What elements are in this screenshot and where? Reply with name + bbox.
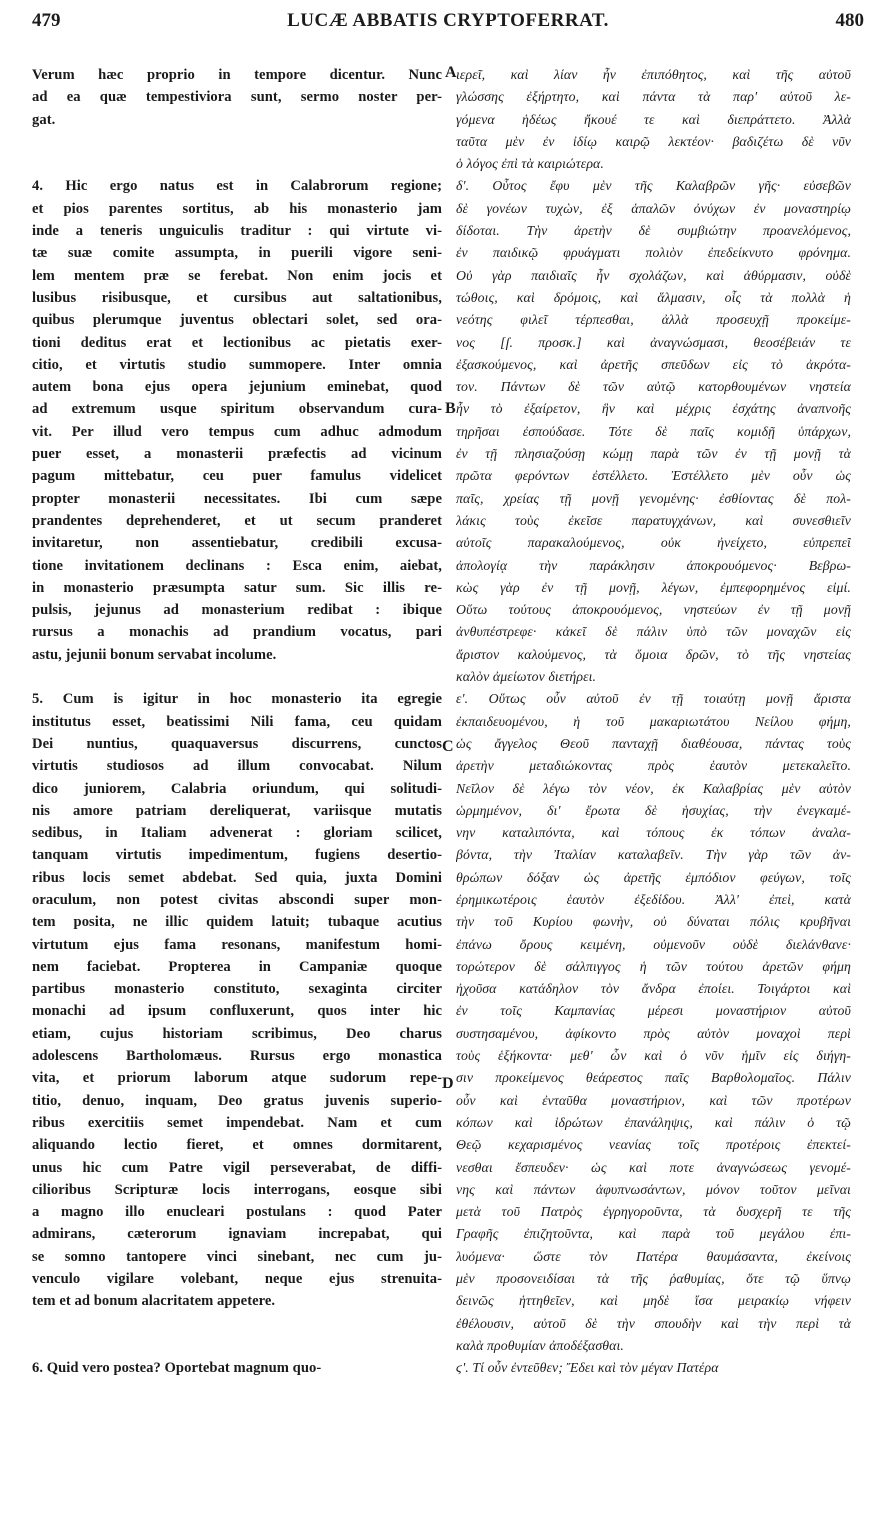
text-line: τον. Πάντων δὲ τῶν αὐτῷ κατορθουμένων νηστεία xyxy=(456,379,851,395)
text-line: tem posita, ne illic quidem latuit; tubaque acutius xyxy=(32,914,442,931)
text-line: tæ suæ comite assumpta, in puerili vigore seni- xyxy=(32,245,442,262)
text-line: Οὐ γὰρ παιδιαῖς ἦν σχολάζων, καὶ ἀθύρμασιν, οὐδὲ xyxy=(456,267,851,283)
text-line: se somno tantopere vinci sinebant, nec cum ju- xyxy=(32,1248,442,1265)
text-line: lusibus risibusque, et cursibus aut saltationibus, xyxy=(32,289,442,306)
text-line: tanquam virtutis impedimentum, fugiens desertio- xyxy=(32,847,442,864)
text-line: ribus locis semet abdebat. Sed quia, juxta Domini xyxy=(32,869,442,886)
text-line: autem bona ejus opera jejunium eminebat, quod xyxy=(32,379,442,396)
text-line: σιν προκείμενος θεάρεστος παῖς Βαρθολομαῖος. Πάλιν xyxy=(456,1070,851,1086)
text-line: ἐν τοῖς Καμπανίας μέρεσι μοναστήριον αὐτοῦ xyxy=(456,1003,851,1019)
text-line: vit. Per illud vero tempus cum adhuc admodum xyxy=(32,423,442,440)
text-line: λάκις τοὺς ἐκεῖσε παρατυγχάνων, καὶ συνεσθιεῖν xyxy=(456,512,851,528)
margin-marker-c: C xyxy=(442,738,454,755)
text-line: Νεῖλον δὲ λέγω τὸν νέον, ἐκ Καλαβρίας μὲν αὐτὸν xyxy=(456,780,851,796)
text-line: νεότης φιλεῖ τέρπεσθαι, ἀλλὰ προσευχῇ προκείμε- xyxy=(456,312,851,328)
text-line: αὐτοῖς παρακαλούμενος, οὐκ ἠνείχετο, εὐπρεπεῖ xyxy=(456,535,851,551)
text-line: γόμενα ἡδέως ἤκουέ τε καὶ διεπράττετο. Ἀλλὰ xyxy=(456,111,851,127)
paragraph-gap xyxy=(32,153,442,175)
text-line: nis amore patriam dereliquerat, variisque mutatis xyxy=(32,802,442,819)
text-line: πρῶτα φερόντων ἐστέλλετο. Ἐστέλλετο μὲν οὖν ὡς xyxy=(456,468,851,484)
paragraph xyxy=(456,175,851,688)
text-line: rursus a monachis ad prandium vocatus, pari xyxy=(32,624,442,641)
text-line: γλώσσης ἐξήρτητο, καὶ πάντα τὰ παρ' αὐτοῦ λε- xyxy=(456,89,851,105)
margin-marker-a: A xyxy=(445,64,457,81)
text-line: ὁ λόγος ἐπὶ τὰ καιριώτερα. xyxy=(456,156,604,172)
text-line: κὼς γὰρ ἐν τῇ μονῇ, λέγων, ἐμπεφορημένος εἰμί. xyxy=(456,579,851,595)
text-line: lem mentem præ se ferebat. Non enim jocis et xyxy=(32,267,442,284)
text-line: invitaretur, non assentiebatur, credibili excusa- xyxy=(32,535,442,552)
text-line: propter monasterii necessitates. Ibi cum sæpe xyxy=(32,490,442,507)
text-line: et pios parentes sortitus, ab his monasterio jam xyxy=(32,200,442,217)
text-line: ad ea quæ tempestiviora sunt, sermo noster per- xyxy=(32,89,442,106)
text-line: μὲν προσονειδίσαι τὰ τῆς ῥαθυμίας, ὅτε τῷ ὕπνῳ xyxy=(456,1271,851,1287)
text-line: παῖς, χρείας τῇ μονῇ γενομένης· ἐσθίοντας δὲ πολ- xyxy=(456,490,851,506)
text-line: in monasterio præsumpta satur sum. Sic illis re- xyxy=(32,579,442,596)
text-line: ἄριστον καλούμενος, τὰ ὅμοια δρῶν, τὸ τῆς νηστείας xyxy=(456,646,851,662)
text-line: καλὰ προθυμίαν ἀποδέξασθαι. xyxy=(456,1337,624,1353)
text-line: ribus exercitiis semet impendebat. Nam et cum xyxy=(32,1114,442,1131)
text-line: δ'. Οὗτος ἔφυ μὲν τῆς Καλαβρῶν γῆς· εὐσεβῶν xyxy=(456,178,851,194)
paragraph xyxy=(456,1357,851,1379)
paragraph xyxy=(456,64,851,175)
text-line: astu, jejunii bonum servabat incolume. xyxy=(32,646,277,663)
text-line: ἀπολογίᾳ τὴν παράκλησιν ἀποκρουόμενος· Βεβρω- xyxy=(456,557,851,573)
text-line: pulsis, jejunus ad monasterium redibat : ibique xyxy=(32,602,442,619)
running-header xyxy=(32,2,864,42)
text-line: 6. Quid vero postea? Oportebat magnum quo- xyxy=(32,1360,322,1377)
text-line: μετὰ τοῦ Πατρὸς ἐγρηγοροῦντα, τὰ δυσχερῆ τε τῆς xyxy=(456,1204,851,1220)
paragraph xyxy=(456,688,851,1357)
text-line: δίδοται. Τὴν ἀρετὴν δὲ συμβιώτην προανελόμενος, xyxy=(456,223,851,239)
text-line: ὡς ἄγγελος Θεοῦ πανταχῇ διαθέουσα, πάντας τοὺς xyxy=(456,735,851,751)
text-line: ἐρημικωτέροις ἑαυτὸν ἐξεδίδου. Ἀλλ' ἐπεὶ, κατὰ xyxy=(456,891,851,907)
text-line: βόντα, τὴν Ἰταλίαν καταλαβεῖν. Τὴν γὰρ τῶν ἀν- xyxy=(456,847,851,863)
text-line: ιερεῖ, καὶ λίαν ἦν ἐπιπόθητος, καὶ τῆς αὐτοῦ xyxy=(456,67,851,82)
text-line: oraculum, non potest civitas abscondi super mon- xyxy=(32,891,442,908)
text-line: τὴν τοῦ Κυρίου φωνὴν, οὐ δύναται πόλις κρυβῆναι xyxy=(456,914,851,930)
paragraph xyxy=(32,1357,442,1379)
paragraph-gap xyxy=(32,1313,442,1335)
text-line: sedibus, in Italiam advenerat : gloriam scilicet, xyxy=(32,825,442,842)
running-title: LUCÆ ABBATIS CRYPTOFERRAT. xyxy=(287,10,609,31)
text-line: τοὺς ἑξήκοντα· μεθ' ὧν καὶ ὁ νῦν ἡμῖν εἰς διήγη- xyxy=(456,1048,851,1064)
text-line: cilioribus Scripturæ locis interrogans, eosque sibi xyxy=(32,1181,442,1198)
text-line: tioni deditus erat et lectionibus ac pietatis exer- xyxy=(32,334,442,351)
paragraph-gap xyxy=(32,131,442,153)
text-line: δεινῶς ἡττηθεῖεν, καὶ μηδὲ ἴσα μειρακίῳ νήφειν xyxy=(456,1293,851,1309)
text-line: venculo vigilare volebant, neque ejus strenuita- xyxy=(32,1271,442,1288)
text-line: admirans, cæterorum ignaviam increpabat, qui xyxy=(32,1226,442,1243)
page-number-left: 479 xyxy=(32,10,61,31)
text-line: tem et ad bonum alacritatem appetere. xyxy=(32,1293,276,1310)
text-line: aliquando lectio fieret, et omnes dormitarent, xyxy=(32,1137,442,1154)
text-line: nem faciebat. Propterea in Campaniæ quoque xyxy=(32,958,442,975)
text-line: ὡρμημένον, δι' ἔρωτα δὲ ἡσυχίας, τὴν ἐνεγκαμέ- xyxy=(456,802,851,818)
text-line: ἐν παιδικῷ φρυάγματι πολιὸν ἐπεδείκνυτο φρόνημα. xyxy=(456,245,851,261)
text-line: ἦν τὸ ἐξαίρετον, ἣν καὶ μέχρις ἐσχάτης ἀναπνοῆς xyxy=(456,401,851,417)
text-line: monachi ad ipsum confluxerunt, quos inter hic xyxy=(32,1003,442,1020)
text-line: a magno illo enucleari postulans : quod Pater xyxy=(32,1204,442,1221)
text-line: Οὕτω τούτους ἀποκρουόμενος, νηστεύων ἐν τῇ μονῇ xyxy=(456,602,851,618)
text-line: ταῦτα μὲν ἐν ἰδίῳ καιρῷ λεκτέον· βαδιζέτω δὲ νῦν xyxy=(456,133,851,149)
text-line: τώθοις, καὶ δρόμοις, καὶ ἅλμασιν, οἷς τὰ πολλὰ ἡ xyxy=(456,289,851,305)
text-line: ἀνθυπέστρεφε· κἀκεῖ δὲ πάλιν ὑπὸ τῶν μοναχῶν εἰς xyxy=(456,624,851,640)
text-line: virtutum ejus fama resonans, manifestum homi- xyxy=(32,936,442,953)
text-line: ad extremum usque spiritum observandum cura- xyxy=(32,401,442,418)
text-line: partibus monasterio constituto, sexaginta circiter xyxy=(32,981,442,998)
text-line: νην καταλιπόντα, καὶ τόπους ἐκ τόπων ἀναλα- xyxy=(456,825,851,841)
text-line: virtutis studiosos ad illum convocabat. Nilum xyxy=(32,758,442,775)
text-line: citio, et virtutis studio summopere. Inter omnia xyxy=(32,356,442,373)
text-line: ἠχοῦσα κατάδηλον τὸν ἄνδρα ἐποίει. Τοιγάρτοι καὶ xyxy=(456,981,851,997)
text-line: θρώπων δόξαν ὡς ἀρετῆς ἐμπόδιον φεύγων, τοῖς xyxy=(456,869,851,885)
text-line: 5. Cum is igitur in hoc monasterio ita egregie xyxy=(32,691,442,708)
paragraph xyxy=(32,175,442,666)
text-line: οὖν καὶ ἐνταῦθα μοναστήριον, καὶ τῶν προτέρων xyxy=(456,1092,851,1108)
text-line: δὲ γονέων τυχὼν, ἐξ ἁπαλῶν ὀνύχων ἐν μοναστηρίῳ xyxy=(456,200,851,216)
text-line: pagum mittebatur, ceu puer famulus videlicet xyxy=(32,468,442,485)
text-line: dico juniorem, Calabria oriundum, qui solitudi- xyxy=(32,780,442,797)
text-line: νος [ſ. προσκ.] καὶ ἀναγνώσμασι, θεοσέβειάν τε xyxy=(456,334,851,350)
margin-marker-d: D xyxy=(442,1075,454,1092)
text-line: καλὸν ἀμείωτον διετήρει. xyxy=(456,669,597,685)
text-line: vita, et priorum laborum atque sudorum repe- xyxy=(32,1070,442,1087)
text-line: Γραφῆς ἐπιζητοῦντα, καὶ παρὰ τοῦ μεγάλου ἐπι- xyxy=(456,1226,851,1242)
paragraph xyxy=(32,64,442,131)
margin-marker-b: B xyxy=(445,400,456,417)
text-line: ἀρετὴν μεταδιώκοντας πρὸς ἑαυτὸν μετεκαλεῖτο. xyxy=(456,758,851,774)
text-line: νης καὶ πάντων ἀφυπνωσάντων, μόνον τοῦτον μεῖναι xyxy=(456,1181,851,1197)
latin-column xyxy=(32,64,442,1380)
text-line: τορώτερον δὲ σάλπιγγος ἡ τῶν τούτου ἀρετῶν φήμη xyxy=(456,958,851,974)
text-line: λυόμενα· ὥστε τὸν Πατέρα θαυμάσαντα, ἐκείνοις xyxy=(456,1248,851,1264)
text-line: puer esset, a monasterii præfectis ad vicinum xyxy=(32,446,442,463)
text-line: ἐπάνω ὄρους κειμένη, οὐμενοῦν οὐδὲ διελάνθανε· xyxy=(456,936,851,952)
text-line: quibus plerumque juventus oblectari solet, sed ora- xyxy=(32,312,442,329)
text-line: κόπων καὶ ἱδρώτων ἐπανάληψις, καὶ πάλιν ὁ τῷ xyxy=(456,1114,851,1130)
text-line: ἐν τῇ πλησιαζούσῃ κώμῃ παρὰ τῶν ἐν τῇ μονῇ τὰ xyxy=(456,446,851,462)
text-line: unus hic cum Patre vigil perseverabat, de diffi- xyxy=(32,1159,442,1176)
text-line: συστησαμένου, ἀφίκοντο πρὸς αὐτὸν μοναχοὶ περὶ xyxy=(456,1025,851,1041)
text-line: tione invitationem declinans : Esca enim, aiebat, xyxy=(32,557,442,574)
text-line: institutus esset, beatissimi Nili fama, ceu quidam xyxy=(32,713,442,730)
text-line: Θεῷ κεχαρισμένος νεανίας τοῖς προτέροις ἐπεκτεί- xyxy=(456,1137,851,1153)
text-line: νεσθαι ἔσπευδεν· ὡς καὶ ποτε ἀναγνώσεως γενομέ- xyxy=(456,1159,851,1175)
text-line: ϛ'. Τί οὖν ἐντεῦθεν; Ἔδει καὶ τὸν μέγαν Πατέρα xyxy=(456,1360,719,1376)
text-line: Verum hæc proprio in tempore dicentur. Nunc xyxy=(32,67,442,83)
text-line: inde a teneris unguiculis traditur : qui virtute vi- xyxy=(32,223,442,240)
text-line: τηρῆσαι ἐσπούδασε. Τότε δὲ παῖς κομιδῇ ὑπάρχων, xyxy=(456,423,851,439)
text-line: ε'. Οὕτως οὖν αὐτοῦ ἐν τῇ τοιαύτῃ μονῇ ἄριστα xyxy=(456,691,851,707)
text-line: Dei nuntius, quaquaversus discurrens, cunctos xyxy=(32,735,442,752)
text-line: etiam, cujus historiam scribimus, Deo charus xyxy=(32,1025,442,1042)
greek-column xyxy=(456,64,851,1380)
text-line: ἐξασκούμενος, καὶ ἀρετῆς σπεῦδων εἰς τὸ ἀκρότα- xyxy=(456,356,851,372)
paragraph xyxy=(32,688,442,1312)
text-line: titio, denuo, inquam, Deo gratus juvenis superio- xyxy=(32,1092,442,1109)
text-line: adolescens Bartholomæus. Rursus ergo monastica xyxy=(32,1048,442,1065)
text-line: ἐθέλουσιν, αὐτοῦ δὲ τὴν σπουδὴν καὶ τὴν περὶ τὰ xyxy=(456,1315,851,1331)
text-line: gat. xyxy=(32,111,56,128)
page-number-right: 480 xyxy=(835,10,864,31)
paragraph-gap xyxy=(32,666,442,688)
text-line: prandentes deprehenderet, et ut secum pranderet xyxy=(32,512,442,529)
paragraph-gap xyxy=(32,1335,442,1357)
text-line: 4. Hic ergo natus est in Calabrorum regione; xyxy=(32,178,442,195)
text-line: ἐκπαιδευομένου, ἡ τοῦ μακαριωτάτου Νείλου φήμη, xyxy=(456,713,851,729)
